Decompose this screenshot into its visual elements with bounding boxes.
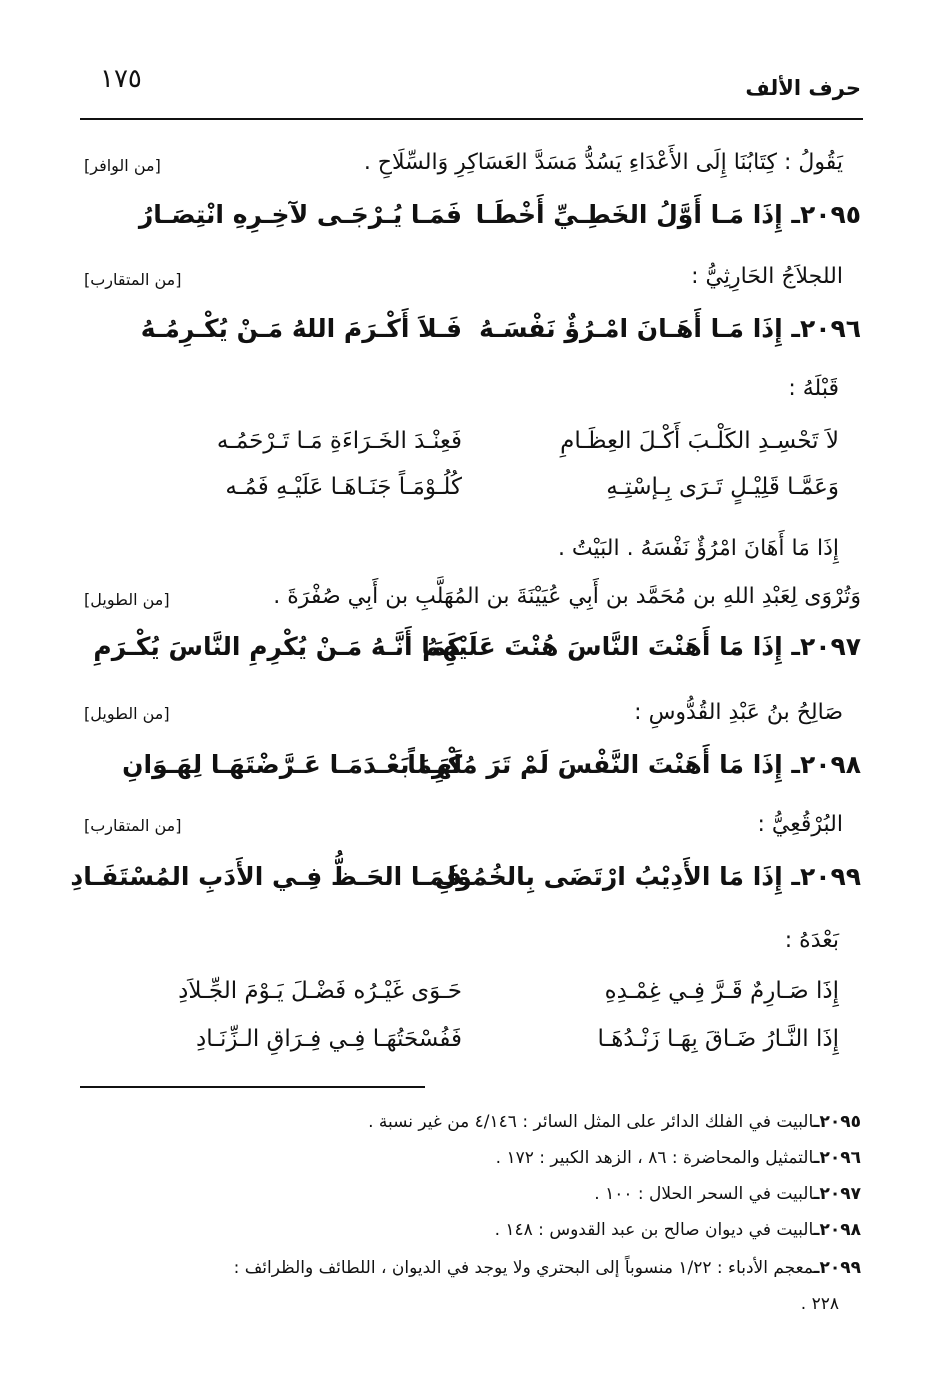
footnote-2095 bbox=[80, 1112, 861, 1132]
verse-second-hemistich: فَمَـا الحَـظُّ فِـي الأَدَبِ المُسْتَفَـادِ bbox=[70, 862, 462, 891]
verse-2098 bbox=[80, 750, 861, 794]
prior-verse-1 bbox=[80, 428, 839, 468]
footnote-number: ٢٠٩٩ـ bbox=[813, 1258, 861, 1278]
verse-first-hemistich bbox=[407, 750, 861, 779]
verse-second-hemistich: فَفُسْحَتُهَـا فِـي فِـرَاقِ الـزِّنَـادِ bbox=[196, 1026, 462, 1052]
footnote-text: البيت في ديوان صالح بن عبد القدوس : ١٤٨ . bbox=[494, 1220, 814, 1240]
footnote-2099-continuation: ٢٢٨ . bbox=[800, 1294, 839, 1314]
page-number: ١٧٥ bbox=[100, 64, 142, 94]
intro-line-2095: يَقُولُ : كِتَابُنَا إِلَى الأَعْدَاءِ يَسُدُّ مَسَدَّ العَسَاكِرِ وَالسِّلَاحِ . bbox=[363, 150, 843, 175]
running-header-title: حرف الألف bbox=[745, 76, 861, 100]
verse-first-hemistich: إِذَا صَـارِمٌ قَـرَّ فِـي غِمْـدِهِ bbox=[604, 978, 839, 1004]
intro-line-2096: اللجلاَجُ الحَارِثِيُّ : bbox=[691, 264, 843, 289]
verse-2099 bbox=[70, 862, 861, 906]
hemistich-text: إِذَا مَا أَهَنْتَ النَّاسَ هُنْتَ عَلَيْهِمُ bbox=[422, 632, 783, 661]
prior-verse-2 bbox=[80, 474, 839, 514]
verse-2095 bbox=[80, 200, 861, 244]
verse-first-hemistich bbox=[422, 632, 861, 661]
verse-2097 bbox=[80, 632, 861, 676]
verse-first-hemistich bbox=[475, 200, 861, 229]
footnote-number: ٢٠٩٧ـ bbox=[813, 1184, 861, 1204]
footnote-text: معجم الأدباء : ١/٢٢ منسوباً إلى البحتري ولا يوجد في الديوان ، اللطائف والظرائف : bbox=[233, 1258, 814, 1278]
verse-2096 bbox=[80, 314, 861, 358]
meter-label-2097: [من الطويل] bbox=[84, 590, 170, 609]
verse-first-hemistich: وَعَمَّـا قَلِيْـلٍ تَـرَى بِـإسْتِـهِ bbox=[606, 474, 839, 500]
qablahu-label: قَبْلَهُ : bbox=[788, 376, 839, 401]
hemistich-text: إِذَا مَـا أَوَّلُ الخَطِـيِّ أَخْطَـا bbox=[475, 200, 783, 229]
footnote-text: البيت في الفلك الدائر على المثل السائر : ٤/١٤٦ من غير نسبة . bbox=[368, 1112, 814, 1132]
hemistich-text: إِذَا مَا أَهَنْتَ النَّفْسَ لَمْ تَرَ مُكْرِمَاً bbox=[407, 750, 783, 779]
intro-line-2099: البُرْقُعِيُّ : bbox=[757, 812, 843, 837]
verse-second-hemistich: لَهَـا بَعْـدَمَـا عَـرَّضْتَهَـا لِهَـوَانِ bbox=[122, 750, 462, 779]
verse-number: ٢٠٩٧ـ bbox=[791, 632, 861, 661]
meter-label-2098: [من الطويل] bbox=[84, 704, 170, 723]
footnote-2098 bbox=[80, 1220, 861, 1240]
footnote-2099 bbox=[80, 1258, 861, 1278]
footnote-number: ٢٠٩٥ـ bbox=[813, 1112, 861, 1132]
badahu-label: بَعْدَهُ : bbox=[784, 928, 839, 953]
footnote-text: البيت في السحر الحلال : ١٠٠ . bbox=[594, 1184, 814, 1204]
verse-first-hemistich bbox=[434, 862, 861, 891]
footnote-2096 bbox=[80, 1148, 861, 1168]
verse-first-hemistich: لاَ تَحْسِـدِ الكَلْـبَ أَكْـلَ العِظَـامِ bbox=[560, 428, 839, 454]
verse-number: ٢٠٩٥ـ bbox=[791, 200, 861, 229]
verse-number: ٢٠٩٩ـ bbox=[791, 862, 861, 891]
verse-second-hemistich: فَعِنْـدَ الخَـرَاءَةِ مَـا تَـرْحَمُـه bbox=[216, 428, 462, 454]
footnote-rule bbox=[80, 1086, 425, 1088]
following-verse-2 bbox=[80, 1026, 839, 1066]
verse-reference-line: إِذَا مَا أَهَانَ امْرُؤٌ نَفْسَهُ . البَيْتُ . bbox=[557, 536, 839, 561]
following-verse-1 bbox=[80, 978, 839, 1018]
verse-number: ٢٠٩٦ـ bbox=[791, 314, 861, 343]
meter-label-2096: [من المتقارب] bbox=[84, 270, 182, 289]
verse-first-hemistich: إِذَا النَّـارُ ضَـاقَ بِهَـا زَنْـدُهَـا bbox=[597, 1026, 839, 1052]
verse-second-hemistich: فَـلاَ أَكْـرَمَ اللهُ مَـنْ يُكْـرِمُـهُ bbox=[140, 314, 462, 343]
verse-second-hemistich: كُلُـوْمَـاً جَنَـاهَـا عَلَيْـهِ فَمُـه bbox=[225, 474, 462, 500]
verse-second-hemistich: فَمَـا يُـرْجَـى لآخِـرِهِ انْتِصَـارُ bbox=[138, 200, 462, 229]
footnote-text: التمثيل والمحاضرة : ٨٦ ، الزهد الكبير : ١٧٢ . bbox=[495, 1148, 814, 1168]
hemistich-text: إِذَا مَـا أَهَـانَ امْـرُؤٌ نَفْسَـهُ bbox=[479, 314, 783, 343]
verse-second-hemistich: كَمَا أَنَّـهُ مَـنْ يُكْرِمِ النَّاسَ يُكْـرَمِ bbox=[93, 632, 462, 661]
verse-second-hemistich: حَـوَى غَيْـرُه فَضْـلَ يَـوْمَ الجِّـلاَدِ bbox=[178, 978, 462, 1004]
meter-label-2099: [من المتقارب] bbox=[84, 816, 182, 835]
hemistich-text: إِذَا مَا الأَدِيْبُ ارْتَضَى بِالخُمُوْلِ bbox=[434, 862, 783, 891]
footnote-2097 bbox=[80, 1184, 861, 1204]
footnote-number: ٢٠٩٦ـ bbox=[813, 1148, 861, 1168]
verse-first-hemistich bbox=[481, 314, 861, 343]
intro-line-2098: صَالِحُ بنُ عَبْدِ القُدُّوسِ : bbox=[634, 700, 843, 725]
header-rule bbox=[80, 118, 863, 120]
footnote-number: ٢٠٩٨ـ bbox=[813, 1220, 861, 1240]
verse-number: ٢٠٩٨ـ bbox=[791, 750, 861, 779]
meter-label-2095: [من الوافر] bbox=[84, 156, 161, 175]
intro-line-2097: وَتُرْوَى لِعَبْدِ اللهِ بن مُحَمَّد بن أَبِي عُيَيْنَةَ بن المُهَلَّبِ بن أَبِي صُفْرَةَ . bbox=[273, 584, 861, 609]
